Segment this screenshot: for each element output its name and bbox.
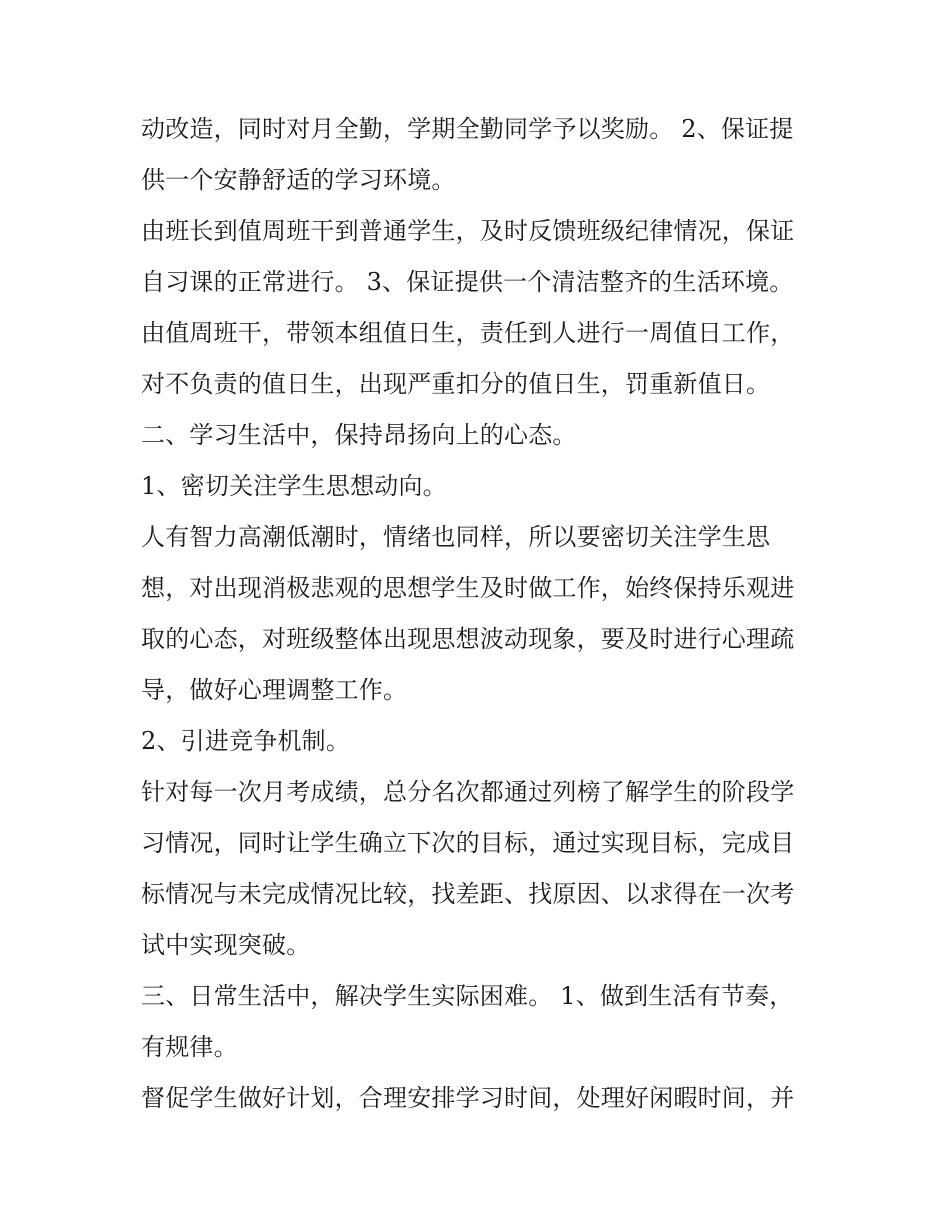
subsection-heading: 1、密切关注学生思想动向。 [141,472,447,500]
paragraph-line: 对不负责的值日生，出现严重扣分的值日生，罚重新值日。 [141,370,771,398]
paragraph-line: 人有智力高潮低潮时，情绪也同样，所以要密切关注学生思 [141,523,771,551]
subsection-heading: 2、引进竞争机制。 [141,727,351,755]
paragraph-line: 针对每一次月考成绩，总分名次都通过列榜了解学生的阶段学 [141,778,795,806]
paragraph-line: 标情况与未完成情况比较，找差距、找原因、以求得在一次考 [141,880,795,908]
paragraph-line: 试中实现突破。 [141,931,311,959]
paragraph-line: 动改造，同时对月全勤，学期全勤同学予以奖励。 2、保证提 [141,115,794,143]
paragraph-line: 想，对出现消极悲观的思想学生及时做工作，始终保持乐观进 [141,574,795,602]
paragraph-line: 有规律。 [141,1033,238,1061]
section-heading: 二、学习生活中，保持昂扬向上的心态。 [141,421,577,449]
paragraph-line: 由值周班干，带领本组值日生，责任到人进行一周值日工作， [141,319,795,347]
paragraph-line: 供一个安静舒适的学习环境。 [141,166,456,194]
paragraph-line: 导，做好心理调整工作。 [141,676,408,704]
paragraph-line: 取的心态，对班级整体出现思想波动现象，要及时进行心理疏 [141,625,795,653]
section-heading: 三、日常生活中，解决学生实际困难。 1、做到生活有节奏， [141,982,794,1010]
paragraph-line: 督促学生做好计划，合理安排学习时间，处理好闲暇时间，并 [141,1084,795,1112]
paragraph-line: 自习课的正常进行。 3、保证提供一个清洁整齐的生活环境。 [141,268,794,296]
paragraph-line: 由班长到值周班干到普通学生，及时反馈班级纪律情况，保证 [141,217,795,245]
paragraph-line: 习情况，同时让学生确立下次的目标，通过实现目标，完成目 [141,829,795,857]
